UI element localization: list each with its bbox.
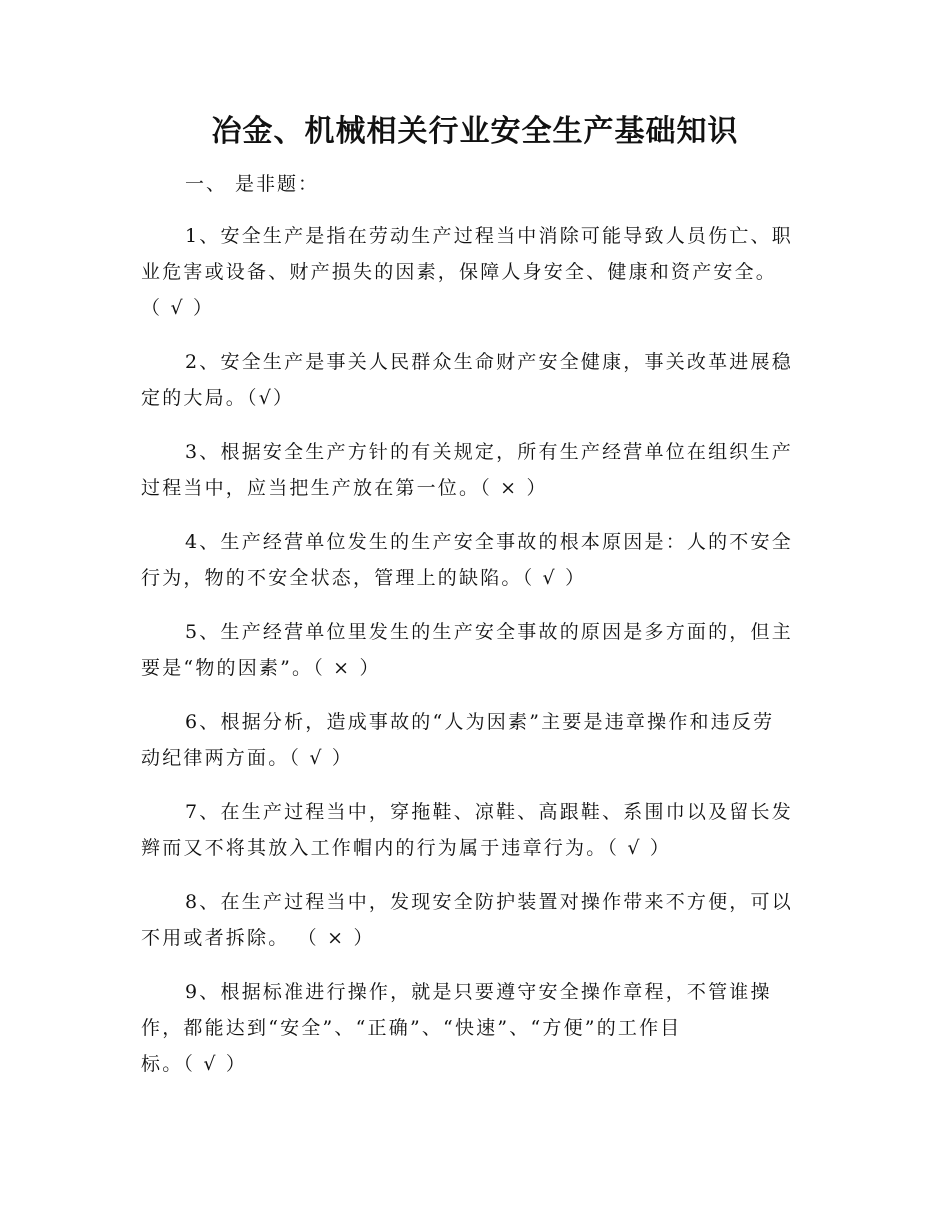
question-line: 定的大局。（√） bbox=[141, 387, 295, 409]
question-answer: （ √ ） bbox=[141, 297, 215, 319]
document-title: 冶金、机械相关行业安全生产基础知识 bbox=[211, 114, 739, 149]
question-answer: 标。（ √ ） bbox=[141, 1053, 248, 1075]
question-line: 过程当中，应当把生产放在第一位。（ × ） bbox=[141, 477, 548, 499]
question-2 bbox=[141, 344, 811, 416]
question-7 bbox=[141, 794, 811, 866]
question-line: 要是“物的因素”。（ × ） bbox=[141, 657, 381, 679]
question-1 bbox=[141, 218, 811, 326]
question-5 bbox=[141, 614, 811, 686]
question-line: 业危害或设备、财产损失的因素，保障人身安全、健康和资产安全。 bbox=[141, 261, 778, 283]
question-line: 作，都能达到“安全”、“正确”、“快速”、“方便”的工作目 bbox=[141, 1017, 682, 1039]
question-8 bbox=[141, 884, 811, 956]
section-heading: 一、 是非题： bbox=[185, 173, 320, 195]
question-line: 1、安全生产是指在劳动生产过程当中消除可能导致人员伤亡、职 bbox=[185, 225, 793, 247]
question-line: 6、根据分析，造成事故的“人为因素”主要是违章操作和违反劳 bbox=[185, 711, 775, 733]
question-line: 8、在生产过程当中，发现安全防护装置对操作带来不方便，可以 bbox=[185, 891, 793, 913]
question-3 bbox=[141, 434, 811, 506]
question-line: 5、生产经营单位里发生的生产安全事故的原因是多方面的，但主 bbox=[185, 621, 793, 643]
question-line: 辫而又不将其放入工作帽内的行为属于违章行为。（ √ ） bbox=[141, 837, 672, 859]
question-9 bbox=[141, 974, 811, 1082]
question-line: 4、生产经营单位发生的生产安全事故的根本原因是：人的不安全 bbox=[185, 531, 793, 553]
question-4 bbox=[141, 524, 811, 596]
question-line: 2、安全生产是事关人民群众生命财产安全健康，事关改革进展稳 bbox=[185, 351, 793, 373]
question-6 bbox=[141, 704, 811, 776]
question-line: 3、根据安全生产方针的有关规定，所有生产经营单位在组织生产 bbox=[185, 441, 793, 463]
question-line: 9、根据标准进行操作，就是只要遵守安全操作章程，不管谁操 bbox=[185, 981, 772, 1003]
question-line: 行为，物的不安全状态，管理上的缺陷。（ √ ） bbox=[141, 567, 587, 589]
question-line: 不用或者拆除。 （ × ） bbox=[141, 927, 375, 949]
question-line: 动纪律两方面。（ √ ） bbox=[141, 747, 354, 769]
question-line: 7、在生产过程当中，穿拖鞋、凉鞋、高跟鞋、系围巾以及留长发 bbox=[185, 801, 793, 823]
